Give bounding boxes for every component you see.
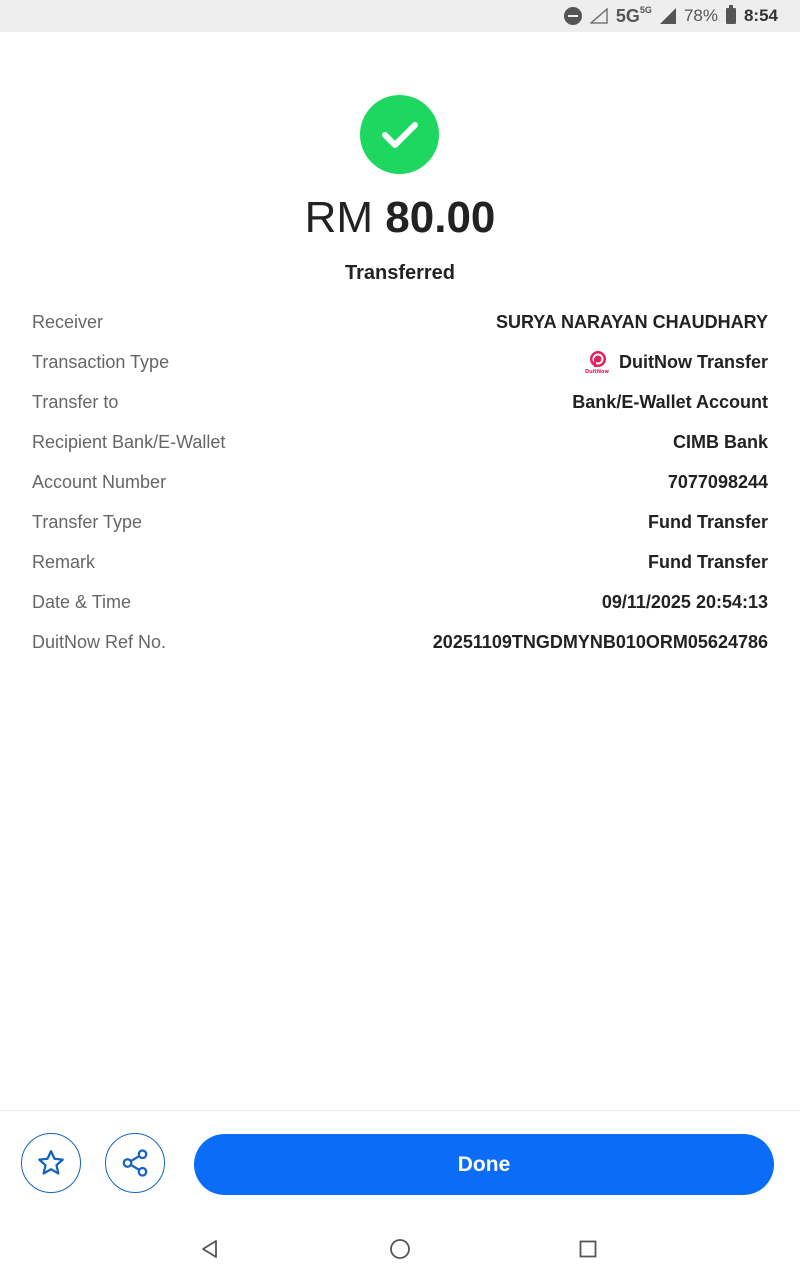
battery-icon: [726, 8, 736, 24]
currency-label: RM: [304, 193, 374, 242]
home-nav-button[interactable]: [389, 1238, 411, 1260]
svg-text:DuitNow: DuitNow: [584, 369, 610, 374]
detail-row-transfer-to: [32, 382, 768, 422]
clock: 8:54: [743, 6, 778, 25]
detail-value: 7077098244: [667, 471, 768, 492]
system-nav-bar: [0, 1216, 800, 1280]
detail-label: Receiver: [32, 311, 104, 332]
detail-value-text: DuitNow Transfer: [618, 351, 768, 372]
recents-nav-button[interactable]: [577, 1238, 599, 1260]
detail-value: Bank/E-Wallet Account: [572, 391, 768, 412]
share-button[interactable]: [105, 1133, 165, 1193]
detail-label: Recipient Bank/E-Wallet: [32, 431, 226, 452]
do-not-disturb-icon: [564, 7, 582, 25]
transfer-amount: [0, 190, 800, 246]
detail-row-recipient-bank: [32, 422, 768, 462]
detail-label: Date & Time: [32, 591, 132, 612]
success-check-icon: [360, 95, 439, 174]
amount-value: 80.00: [385, 193, 496, 242]
detail-label: DuitNow Ref No.: [32, 631, 167, 652]
detail-value: Fund Transfer: [647, 551, 768, 572]
detail-row-remark: [32, 542, 768, 582]
detail-row-account-number: [32, 462, 768, 502]
home-circle-icon: [389, 1238, 411, 1260]
detail-label: Transfer to: [32, 391, 119, 412]
detail-label: Remark: [32, 551, 96, 572]
star-icon: [36, 1148, 66, 1178]
detail-label: Transaction Type: [32, 351, 170, 372]
detail-value: [585, 350, 768, 374]
detail-value: 20251109TNGDMYNB010ORM05624786: [432, 631, 768, 652]
detail-label: Transfer Type: [32, 511, 143, 532]
detail-value: CIMB Bank: [672, 431, 768, 452]
battery-percent: 78%: [683, 6, 718, 25]
detail-row-date-time: [32, 582, 768, 622]
detail-row-transfer-type: [32, 502, 768, 542]
transaction-details: [32, 302, 768, 662]
recents-square-icon: [578, 1239, 598, 1259]
status-icons: [564, 0, 778, 32]
detail-label: Account Number: [32, 471, 167, 492]
wifi-signal-icon: [590, 8, 608, 24]
back-triangle-icon: [200, 1239, 220, 1259]
detail-row-receiver: [32, 302, 768, 342]
duitnow-logo-icon: [585, 350, 611, 374]
done-button[interactable]: Done: [194, 1134, 774, 1195]
detail-value: SURYA NARAYAN CHAUDHARY: [495, 311, 768, 332]
transfer-status: Transferred: [344, 262, 456, 284]
cell-signal-icon: [660, 8, 676, 24]
detail-row-transaction-type: [32, 342, 768, 382]
status-bar: [0, 0, 800, 32]
network-type: $5G^{5G}$: [615, 4, 652, 26]
detail-value: 09/11/2025 20:54:13: [601, 591, 768, 612]
detail-value: Fund Transfer: [647, 511, 768, 532]
favorite-button[interactable]: [21, 1133, 81, 1193]
footer-divider: [0, 1110, 800, 1111]
back-nav-button[interactable]: [199, 1238, 221, 1260]
detail-row-ref-no: [32, 622, 768, 662]
share-icon: [120, 1148, 150, 1178]
